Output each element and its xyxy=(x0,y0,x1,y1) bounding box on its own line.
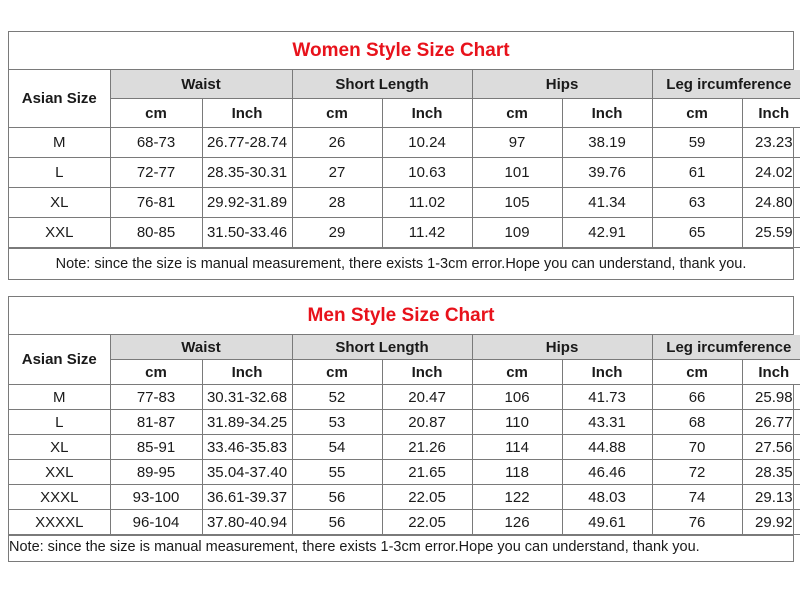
waist-header: Waist xyxy=(110,335,292,360)
women-size-table xyxy=(9,70,800,248)
unit-header: Inch xyxy=(202,360,292,385)
table-row xyxy=(9,188,800,218)
measurement-cell: 59 xyxy=(652,128,742,158)
size-cell: L xyxy=(9,158,110,188)
measurement-cell: 29 xyxy=(292,218,382,248)
measurement-cell: 20.87 xyxy=(382,410,472,435)
measurement-cell: 61 xyxy=(652,158,742,188)
men-chart-note: Note: since the size is manual measurement, there exists 1-3cm error.Hope you can understand, thank you. xyxy=(9,535,793,559)
size-cell: M xyxy=(9,385,110,410)
unit-header: Inch xyxy=(742,360,800,385)
measurement-cell: 36.61-39.37 xyxy=(202,485,292,510)
measurement-cell: 11.02 xyxy=(382,188,472,218)
measurement-cell: 52 xyxy=(292,385,382,410)
size-cell: XXXXL xyxy=(9,510,110,535)
hips-header: Hips xyxy=(472,335,652,360)
unit-header: cm xyxy=(292,99,382,128)
table-row xyxy=(9,435,800,460)
measurement-cell: 76-81 xyxy=(110,188,202,218)
measurement-cell: 43.31 xyxy=(562,410,652,435)
unit-header: cm xyxy=(652,99,742,128)
measurement-cell: 48.03 xyxy=(562,485,652,510)
measurement-cell: 42.91 xyxy=(562,218,652,248)
measurement-cell: 29.13 xyxy=(742,485,800,510)
measurement-cell: 21.26 xyxy=(382,435,472,460)
size-cell: XL xyxy=(9,435,110,460)
table-row xyxy=(9,218,800,248)
table-row xyxy=(9,128,800,158)
measurement-cell: 22.05 xyxy=(382,485,472,510)
unit-header: Inch xyxy=(562,99,652,128)
men-size-chart xyxy=(8,296,794,562)
measurement-cell: 31.50-33.46 xyxy=(202,218,292,248)
men-size-table xyxy=(9,335,800,535)
measurement-cell: 109 xyxy=(472,218,562,248)
unit-header: cm xyxy=(652,360,742,385)
measurement-cell: 46.46 xyxy=(562,460,652,485)
women-chart-title: Women Style Size Chart xyxy=(9,32,793,70)
measurement-cell: 56 xyxy=(292,510,382,535)
measurement-cell: 25.59 xyxy=(742,218,800,248)
measurement-cell: 126 xyxy=(472,510,562,535)
unit-header: Inch xyxy=(562,360,652,385)
measurement-cell: 39.76 xyxy=(562,158,652,188)
unit-header: Inch xyxy=(382,360,472,385)
measurement-cell: 44.88 xyxy=(562,435,652,460)
table-row xyxy=(9,460,800,485)
measurement-cell: 66 xyxy=(652,385,742,410)
table-row xyxy=(9,510,800,535)
measurement-cell: 20.47 xyxy=(382,385,472,410)
measurement-cell: 114 xyxy=(472,435,562,460)
short-length-header: Short Length xyxy=(292,70,472,99)
size-cell: XXL xyxy=(9,218,110,248)
unit-header: cm xyxy=(110,360,202,385)
unit-header: cm xyxy=(292,360,382,385)
measurement-cell: 55 xyxy=(292,460,382,485)
table-row xyxy=(9,485,800,510)
measurement-cell: 35.04-37.40 xyxy=(202,460,292,485)
waist-header: Waist xyxy=(110,70,292,99)
measurement-cell: 41.34 xyxy=(562,188,652,218)
leg-circumference-header: Leg ircumference xyxy=(652,70,800,99)
measurement-cell: 23.23 xyxy=(742,128,800,158)
short-length-header: Short Length xyxy=(292,335,472,360)
measurement-cell: 96-104 xyxy=(110,510,202,535)
measurement-cell: 76 xyxy=(652,510,742,535)
measurement-cell: 54 xyxy=(292,435,382,460)
measurement-cell: 28 xyxy=(292,188,382,218)
measurement-cell: 118 xyxy=(472,460,562,485)
measurement-cell: 21.65 xyxy=(382,460,472,485)
measurement-cell: 31.89-34.25 xyxy=(202,410,292,435)
measurement-cell: 25.98 xyxy=(742,385,800,410)
measurement-cell: 24.80 xyxy=(742,188,800,218)
size-cell: XL xyxy=(9,188,110,218)
size-cell: L xyxy=(9,410,110,435)
measurement-cell: 65 xyxy=(652,218,742,248)
measurement-cell: 81-87 xyxy=(110,410,202,435)
measurement-cell: 49.61 xyxy=(562,510,652,535)
measurement-cell: 30.31-32.68 xyxy=(202,385,292,410)
measurement-cell: 27.56 xyxy=(742,435,800,460)
measurement-cell: 72-77 xyxy=(110,158,202,188)
measurement-cell: 72 xyxy=(652,460,742,485)
measurement-cell: 29.92 xyxy=(742,510,800,535)
measurement-cell: 93-100 xyxy=(110,485,202,510)
unit-header: Inch xyxy=(202,99,292,128)
measurement-cell: 37.80-40.94 xyxy=(202,510,292,535)
hips-header: Hips xyxy=(472,70,652,99)
measurement-cell: 56 xyxy=(292,485,382,510)
table-row xyxy=(9,410,800,435)
measurement-cell: 85-91 xyxy=(110,435,202,460)
measurement-cell: 77-83 xyxy=(110,385,202,410)
unit-header: Inch xyxy=(382,99,472,128)
unit-header: cm xyxy=(472,360,562,385)
size-cell: M xyxy=(9,128,110,158)
measurement-cell: 24.02 xyxy=(742,158,800,188)
unit-header: cm xyxy=(110,99,202,128)
measurement-cell: 41.73 xyxy=(562,385,652,410)
measurement-cell: 26.77-28.74 xyxy=(202,128,292,158)
measurement-cell: 110 xyxy=(472,410,562,435)
unit-header: cm xyxy=(472,99,562,128)
unit-header: Inch xyxy=(742,99,800,128)
measurement-cell: 10.63 xyxy=(382,158,472,188)
measurement-cell: 26.77 xyxy=(742,410,800,435)
measurement-cell: 97 xyxy=(472,128,562,158)
measurement-cell: 68-73 xyxy=(110,128,202,158)
measurement-cell: 26 xyxy=(292,128,382,158)
measurement-cell: 105 xyxy=(472,188,562,218)
leg-circumference-header: Leg ircumference xyxy=(652,335,800,360)
men-chart-title: Men Style Size Chart xyxy=(9,297,793,335)
measurement-cell: 11.42 xyxy=(382,218,472,248)
measurement-cell: 80-85 xyxy=(110,218,202,248)
asian-size-header: Asian Size xyxy=(9,70,110,128)
measurement-cell: 122 xyxy=(472,485,562,510)
women-chart-note: Note: since the size is manual measurement, there exists 1-3cm error.Hope you can understand, thank you. xyxy=(9,248,793,279)
size-cell: XXXL xyxy=(9,485,110,510)
measurement-cell: 28.35-30.31 xyxy=(202,158,292,188)
measurement-cell: 28.35 xyxy=(742,460,800,485)
measurement-cell: 101 xyxy=(472,158,562,188)
measurement-cell: 22.05 xyxy=(382,510,472,535)
table-row xyxy=(9,385,800,410)
women-size-chart xyxy=(8,31,794,280)
measurement-cell: 29.92-31.89 xyxy=(202,188,292,218)
measurement-cell: 106 xyxy=(472,385,562,410)
measurement-cell: 38.19 xyxy=(562,128,652,158)
measurement-cell: 27 xyxy=(292,158,382,188)
measurement-cell: 68 xyxy=(652,410,742,435)
measurement-cell: 63 xyxy=(652,188,742,218)
measurement-cell: 70 xyxy=(652,435,742,460)
asian-size-header: Asian Size xyxy=(9,335,110,385)
measurement-cell: 74 xyxy=(652,485,742,510)
size-cell: XXL xyxy=(9,460,110,485)
measurement-cell: 53 xyxy=(292,410,382,435)
measurement-cell: 10.24 xyxy=(382,128,472,158)
measurement-cell: 33.46-35.83 xyxy=(202,435,292,460)
measurement-cell: 89-95 xyxy=(110,460,202,485)
table-row xyxy=(9,158,800,188)
